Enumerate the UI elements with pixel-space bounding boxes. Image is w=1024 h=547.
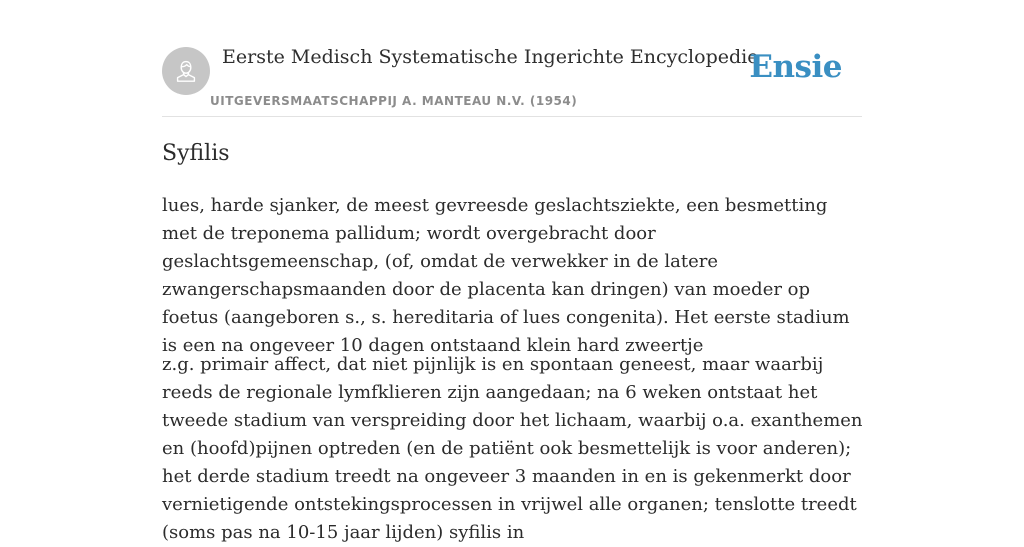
entry-paragraph-2: z.g. primair affect, dat niet pijnlijk is en spontaan geneest, maar waarbij reeds de regionale lymfklieren zijn aangedaan; na 6 weken ontstaat het tweede stadium van verspreiding door het lichaam, waarbij o.a. exanthemen en (hoofd)pijnen optreden (en de patiënt ook besmettelijk is voor anderen); het derde stadium treedt na ongeveer 3 maanden in en is gekenmerkt door vernietigende ontstekingsprocessen in vrijwel alle organen; tenslotte treedt (soms pas na 10-15 jaar lijden) syfilis in (162, 354, 863, 543)
book-title[interactable]: Eerste Medisch Systematische Ingerichte Encyclopedie (222, 46, 759, 68)
avatar[interactable] (162, 47, 210, 95)
ensie-logo[interactable]: Ensie (749, 49, 842, 85)
entry-paragraph-1: lues, harde sjanker, de meest gevreesde geslachtsziekte, een besmetting met de treponema pallidum; wordt overgebracht door geslachtsgemeenschap, (of, omdat de verwekker in de latere zwangerschapsmaanden door de placenta kan dringen) van moeder op foetus (aangeboren s., s. hereditaria of lues congenita). Het eerste stadium is een na ongeveer 10 dagen ontstaand klein hard zweertje (162, 195, 850, 356)
entry-title: Syfilis (162, 141, 230, 166)
publisher-label: UITGEVERSMAATSCHAPPIJ A. MANTEAU N.V. (1954) (210, 94, 578, 108)
user-silhouette-icon (172, 57, 200, 85)
source-header (162, 0, 862, 117)
entry-card (162, 0, 863, 543)
